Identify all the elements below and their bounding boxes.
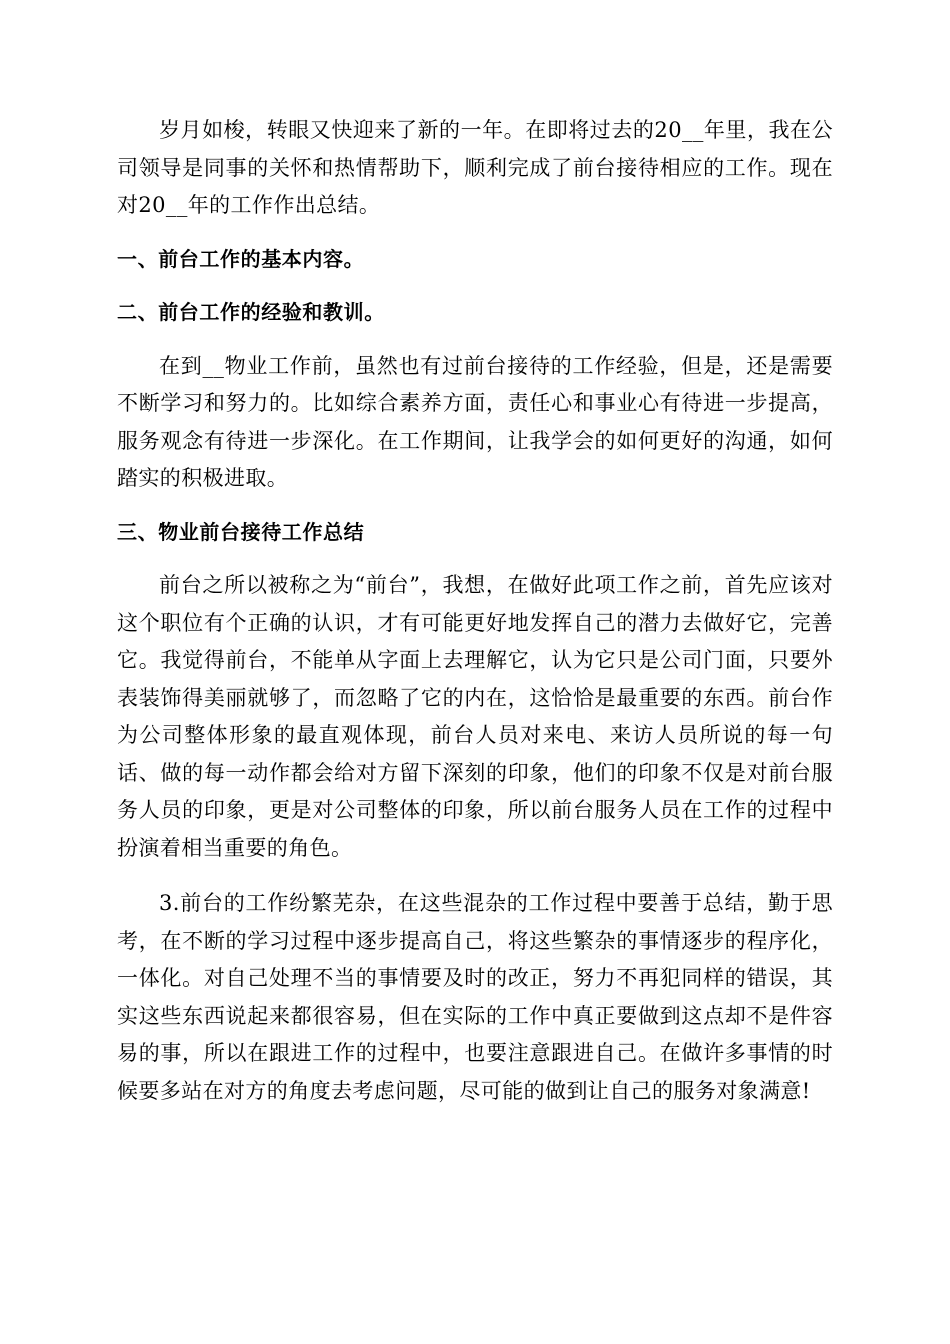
section-heading-experience: 二、前台工作的经验和教训。	[117, 300, 385, 324]
document-body	[117, 112, 833, 1110]
point-three-paragraph: 3.前台的工作纷繁芜杂，在这些混杂的工作过程中要善于总结，勤于思考，在不断的学习过程中逐步提高自己，将这些繁杂的事情逐步的程序化，一体化。对自己处理不当的事情要及时的改正，努力不再犯同样的错误，其实这些东西说起来都很容易，但在实际的工作中真正要做到这点却不是件容易的事，所以在跟进工作的过程中，也要注意跟进自己。在做许多事情的时候要多站在对方的角度去考虑问题，尽可能的做到让自己的服务对象满意!	[117, 891, 833, 1103]
intro-paragraph: 岁月如梭，转眼又快迎来了新的一年。在即将过去的20__年里，我在公司领导是同事的关怀和热情帮助下，顺利完成了前台接待相应的工作。现在对20__年的工作作出总结。	[117, 118, 833, 217]
section-heading-basic-content: 一、前台工作的基本内容。	[117, 246, 365, 271]
section-heading-summary: 三、物业前台接待工作总结	[117, 519, 365, 544]
experience-paragraph: 在到__物业工作前，虽然也有过前台接待的工作经验，但是，还是需要不断学习和努力的。比如综合素养方面，责任心和事业心有待进一步提高，服务观念有待进一步深化。在工作期间，让我学会的如何更好的沟通，如何踏实的积极进取。	[117, 353, 833, 490]
summary-paragraph: 前台之所以被称之为“前台”，我想，在做好此项工作之前，首先应该对这个职位有个正确的认识，才有可能更好地发挥自己的潜力去做好它，完善它。我觉得前台，不能单从字面上去理解它，认为它只是公司门面，只要外表装饰得美丽就够了，而忽略了它的内在，这恰恰是最重要的东西。前台作为公司整体形象的最直观体现，前台人员对来电、来访人员所说的每一句话、做的每一动作都会给对方留下深刻的印象，他们的印象不仅是对前台服务人员的印象，更是对公司整体的印象，所以前台服务人员在工作的过程中扮演着相当重要的角色。	[117, 573, 833, 860]
